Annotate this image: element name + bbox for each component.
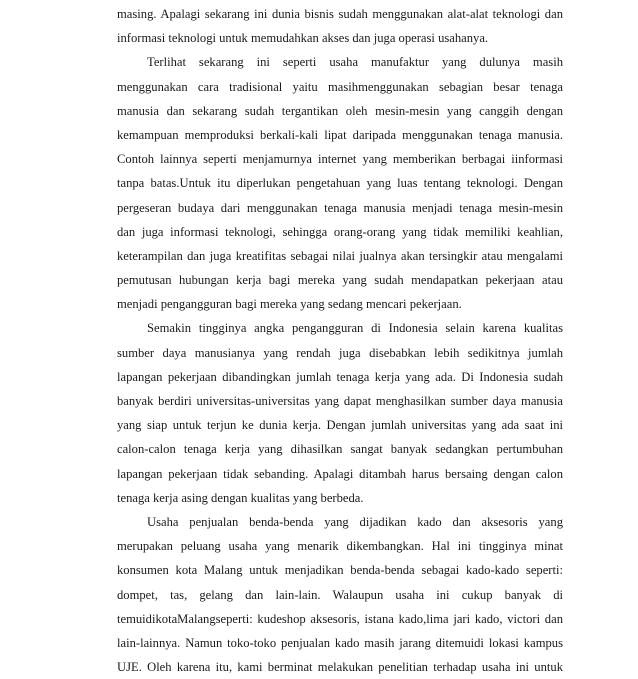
text-line: yang siap untuk terjun ke dunia kerja. Dengan jumlah universitas yang ada saat ini [117,418,563,433]
text-line: pergeseran budaya dari menggunakan tenaga manusia menjadi tenaga mesin-mesin [117,200,563,215]
text-line: tenaga kerja asing dengan kualitas yang berbeda. [117,490,364,505]
text-line: temuidikotaMalangseperti: kudeshop aksesoris, istana kado,lima jari kado, victori dan [117,611,563,626]
text-line: manusia dan sekarang sudah tergantikan oleh mesin-mesin yang canggih dengan [117,103,563,118]
text-line: menggunakan cara tradisional yaitu masihmenggunakan sebagian besar tenaga [117,79,563,94]
text-line: kemampuan memproduksi berkali-kali lipat daripada menggunakan tenaga manusia. [117,127,563,142]
text-line: pemutusan hubungan kerja bagi mereka yang sudah mendapatkan pekerjaan atau [117,273,563,288]
text-line: menjadi pengangguran bagi mereka yang sedang mencari pekerjaan. [117,297,462,312]
document-body [117,2,563,679]
text-line: merupakan peluang usaha yang menarik dikembangkan. Hal ini tingginya minat [117,539,563,554]
text-line: UJE. Oleh karena itu, kami berminat melakukan penelitian terhadap usaha ini untuk [117,660,563,675]
text-line: keterampilan dan juga kreatifitas sebagai nilai jualnya akan tersingkir atau mengalami [117,248,563,263]
text-line: dompet, tas, gelang dan lain-lain. Walaupun usaha ini cukup banyak di [117,587,563,602]
text-line: Terlihat sekarang ini seperti usaha manufaktur yang dulunya masih [147,55,563,70]
text-line: lapangan pekerjaan dibandingkan jumlah tenaga kerja yang ada. Di Indonesia sudah [117,369,563,384]
text-line: tanpa batas.Untuk itu diperlukan pengetahuan yang luas tentang teknologi. Dengan [117,176,563,191]
text-line: lapangan pekerjaan tidak sebanding. Apalagi ditambah harus bersaing dengan calon [117,466,563,481]
text-line: Contoh lainnya seperti menjamurnya internet yang memberikan berbagai iinformasi [117,152,563,167]
text-line: masing. Apalagi sekarang ini dunia bisnis sudah menggunakan alat-alat teknologi dan [117,7,563,21]
text-line: sumber daya manusianya yang rendah juga disebabkan lebih sedikitnya jumlah [117,345,563,360]
text-line: calon-calon tenaga kerja yang dihasilkan sangat banyak sedangkan pertumbuhan [117,442,563,457]
text-line: informasi teknologi untuk memudahkan akses dan juga operasi usahanya. [117,31,489,46]
text-line: dan juga informasi teknologi, sehingga orang-orang yang tidak memiliki keahlian, [117,224,563,239]
text-line: Semakin tingginya angka pengangguran di Indonesia selain karena kualitas [147,321,563,336]
text-line: lain-lainnya. Namun toko-toko penjualan kado masih jarang ditemuidi lokasi kampus [117,635,563,650]
text-line: banyak berdiri universitas-universitas yang dapat menghasilkan sumber daya manusia [117,394,563,408]
text-line: Usaha penjualan benda-benda yang dijadikan kado dan aksesoris yang [147,514,563,529]
text-line: konsumen kota Malang untuk menjadikan benda-benda sebagai kado-kado seperti: [117,563,563,578]
